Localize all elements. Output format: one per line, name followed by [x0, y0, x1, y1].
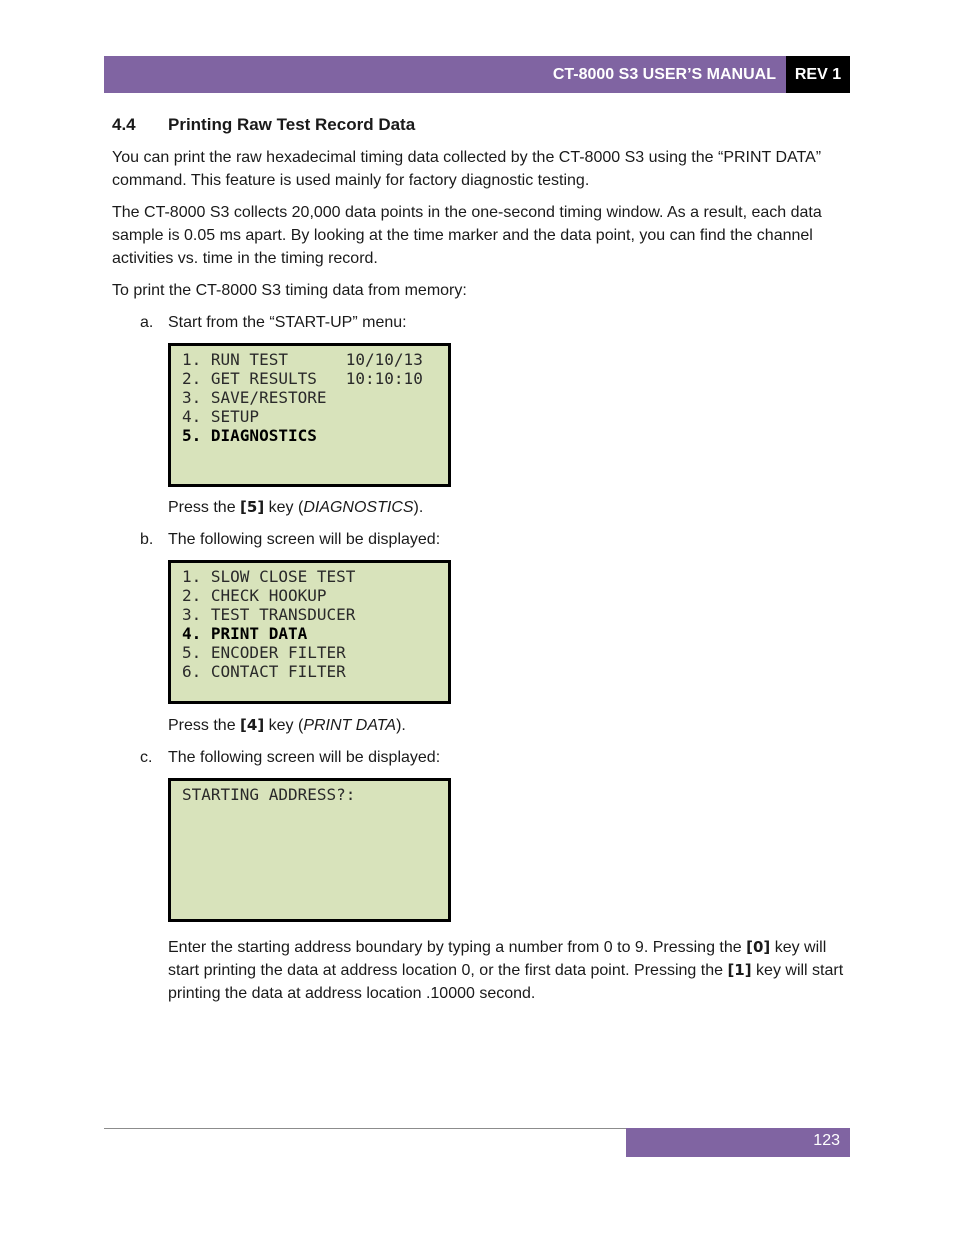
- menu-name: DIAGNOSTICS: [303, 499, 414, 516]
- key-label: [4]: [240, 716, 265, 734]
- lcd-screen-diagnostics-menu: [168, 560, 451, 704]
- instruction-text: Press the: [168, 717, 241, 734]
- lcd-line: 2. GET RESULTS 10:10:10: [182, 369, 423, 388]
- lcd-line: 3. TEST TRANSDUCER: [182, 605, 356, 624]
- press-key-instruction: [168, 496, 423, 519]
- instruction-text: key (: [264, 717, 304, 734]
- key-label: [0]: [746, 938, 771, 956]
- lcd-screen-starting-address: [168, 778, 451, 922]
- section-title-text: Printing Raw Test Record Data: [168, 115, 416, 134]
- lcd-line-selected: 5. DIAGNOSTICS: [182, 426, 317, 445]
- step-text: The following screen will be displayed:: [168, 749, 441, 766]
- key-label: [5]: [240, 498, 265, 516]
- lcd-line: [182, 804, 448, 823]
- lcd-line: 1. SLOW CLOSE TEST: [182, 567, 356, 586]
- step-c: [140, 746, 440, 769]
- lcd-line-selected: 4. PRINT DATA: [182, 624, 308, 643]
- footer-rule: [104, 1128, 626, 1129]
- footer-bar: [626, 1128, 850, 1157]
- manual-title: CT-8000 S3 USER’S MANUAL: [552, 66, 776, 83]
- step-letter: a.: [140, 314, 154, 331]
- instruction-text: Press the: [168, 499, 241, 516]
- step-a: [140, 311, 407, 334]
- step-letter: b.: [140, 531, 154, 548]
- lcd-line: 5. ENCODER FILTER: [182, 643, 346, 662]
- instruction-text: key (: [264, 499, 304, 516]
- lcd-line: 1. RUN TEST 10/10/13: [182, 350, 423, 369]
- lcd-line: 3. SAVE/RESTORE: [182, 388, 327, 407]
- menu-name: PRINT DATA: [303, 717, 397, 734]
- instruction-text: key will start printing the data at address location .10000 second.: [168, 962, 844, 1002]
- starting-address-paragraph: [168, 936, 846, 1005]
- section-heading: [112, 115, 415, 135]
- lcd-line: 4. SETUP: [182, 407, 260, 426]
- key-label: [1]: [727, 961, 752, 979]
- lcd-line: [182, 842, 448, 861]
- lcd-line: [182, 861, 448, 880]
- lcd-line: STARTING ADDRESS?:: [182, 785, 356, 804]
- step-letter: c.: [140, 749, 153, 766]
- press-key-instruction: [168, 714, 406, 737]
- intro-paragraph: You can print the raw hexadecimal timing data collected by the CT-8000 S3 using the “PRINT DATA” command. This feature is used mainly for factory diagnostic testing.: [112, 149, 822, 189]
- lcd-line: [182, 823, 448, 842]
- lcd-line: 2. CHECK HOOKUP: [182, 586, 327, 605]
- lcd-line: 6. CONTACT FILTER: [182, 662, 346, 681]
- step-text: Start from the “START-UP” menu:: [168, 314, 407, 331]
- lcd-screen-startup-menu: [168, 343, 451, 487]
- page-number: 123: [813, 1132, 840, 1149]
- section-number: 4.4: [112, 115, 136, 134]
- lcd-line: [182, 880, 448, 899]
- revision-badge: REV 1: [786, 56, 850, 93]
- lcd-line: [182, 445, 448, 464]
- instruction-text: key will start printing the data at address location 0, or the first data point. Pressing the: [168, 939, 827, 979]
- step-text: The following screen will be displayed:: [168, 531, 441, 548]
- instruction-text: Enter the starting address boundary by typing a number from 0 to 9. Pressing the: [168, 939, 747, 956]
- data-points-paragraph: The CT-8000 S3 collects 20,000 data points in the one-second timing window. As a result, each data sample is 0.05 ms apart. By looking at the time marker and the data point, you can find the channel activities vs. time in the timing record.: [112, 204, 822, 267]
- instruction-intro: To print the CT-8000 S3 timing data from memory:: [112, 282, 467, 299]
- header-title-bar: [104, 56, 786, 93]
- instruction-text: ).: [396, 717, 406, 734]
- step-b: [140, 528, 440, 551]
- instruction-text: ).: [413, 499, 424, 516]
